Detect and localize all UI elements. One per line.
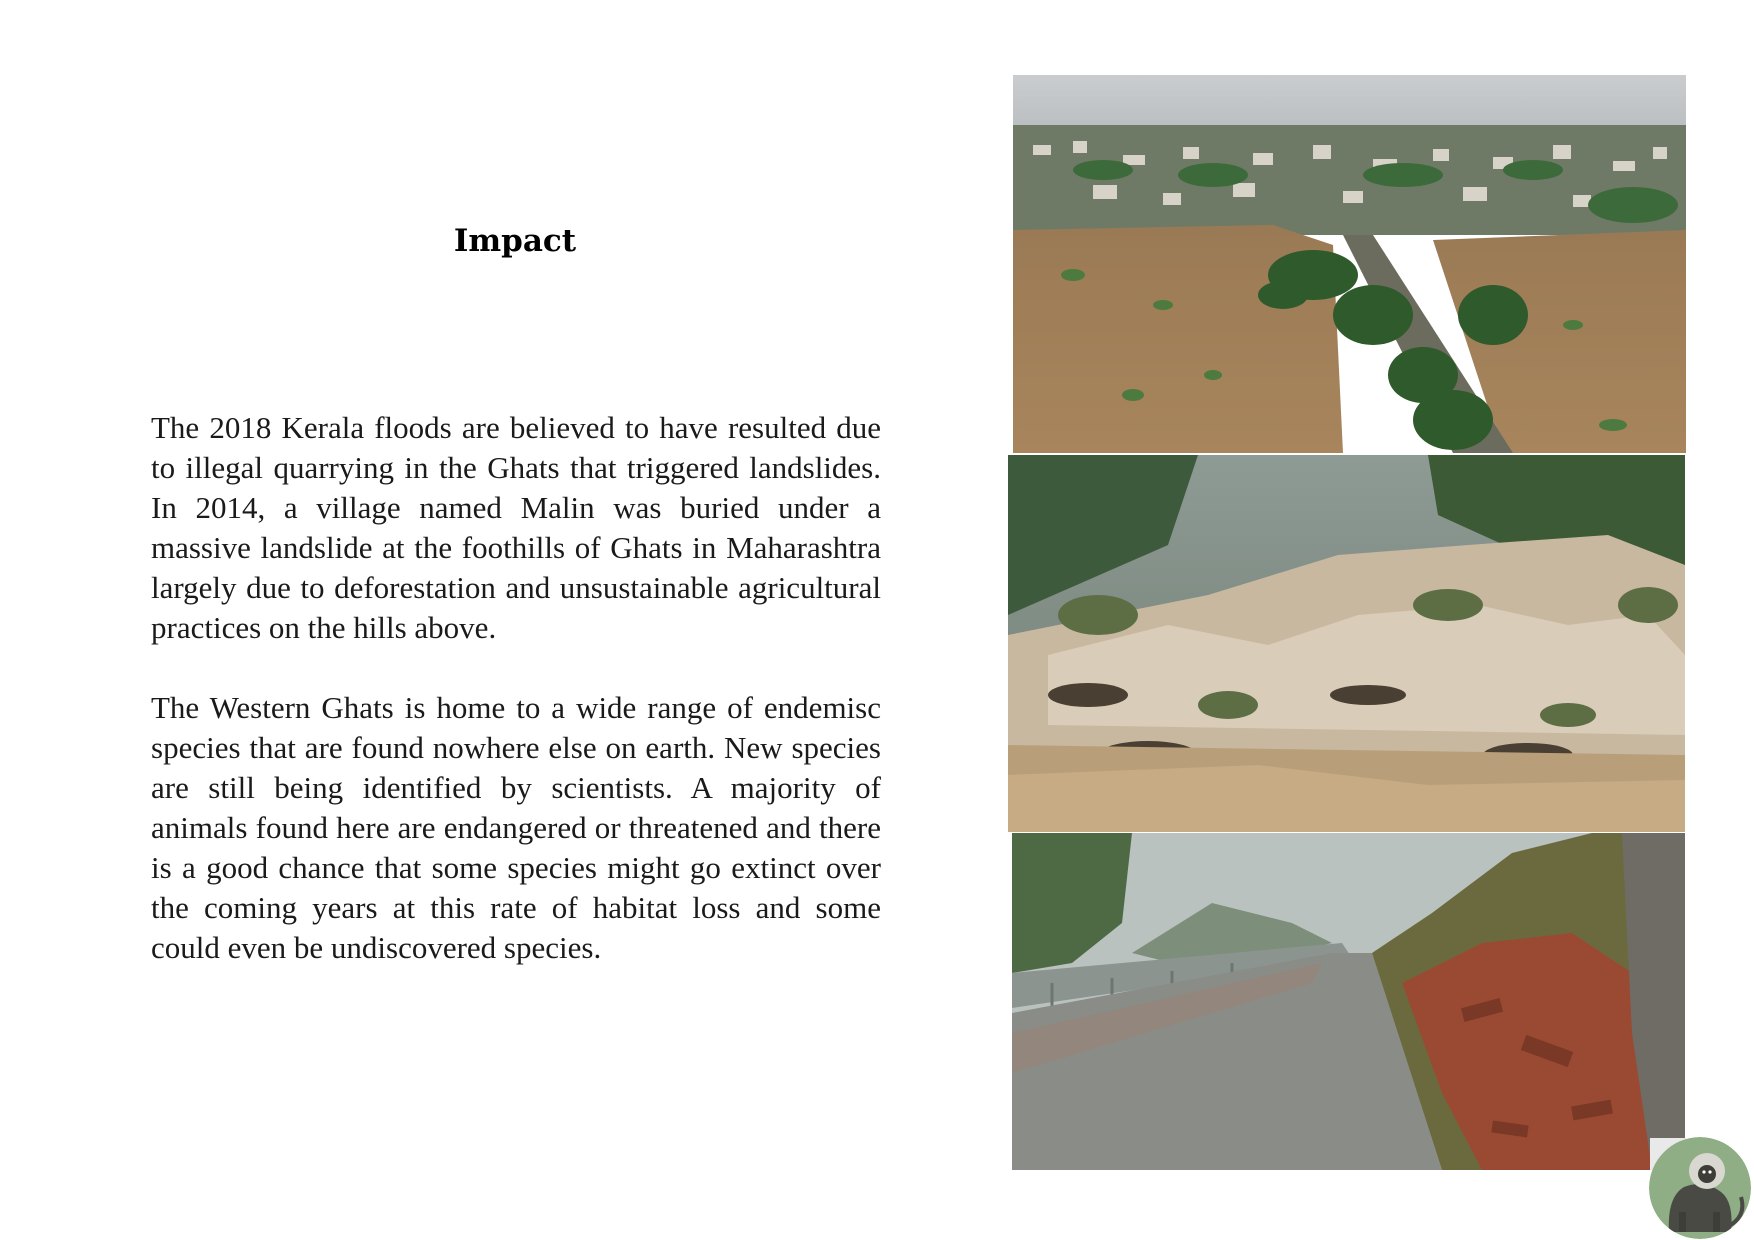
body-text [151,408,881,1008]
lion-tailed-macaque-icon [1649,1137,1751,1239]
paragraph-species: The Western Ghats is home to a wide range of endemisc species that are found nowhere else on earth. New species are still being identified by scientists. A majority of animals found here are endangered or threatened and there is a good chance that some species might go extinct over the coming years at this rate of habitat loss and some could even be undiscovered species. [151,690,881,965]
landslide-debris-photo [1008,455,1685,832]
landslide-road-photo [1012,833,1685,1170]
paragraph-floods: The 2018 Kerala floods are believed to have resulted due to illegal quarrying in the Ghats that triggered landslides. In 2014, a village named Malin was buried under a massive landslide at the foothills of Ghats in Maharashtra largely due to deforestation and unsustainable agricultural practices on the hills above. [151,410,881,645]
page-title: Impact [453,223,577,259]
flooded-town-photo [1013,75,1686,453]
